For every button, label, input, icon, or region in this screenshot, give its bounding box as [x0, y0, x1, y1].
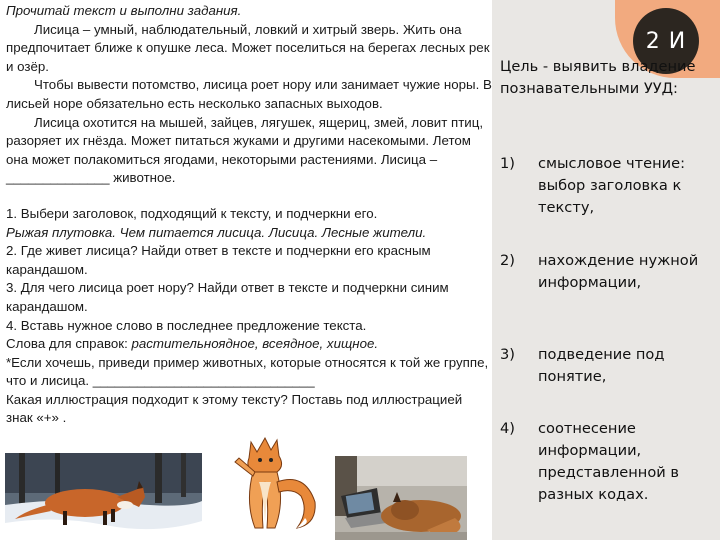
spacer — [6, 188, 492, 205]
goal-item-3-number: 3) — [500, 346, 515, 363]
task-4: 4. Вставь нужное слово в последнее предложение текста. — [6, 317, 367, 333]
illustration-task: Какая иллюстрация подходит к этому тексту? Поставь под иллюстрацией знак «+» . — [6, 391, 463, 426]
task-1-options: Рыжая плутовка. Чем питается лисица. Лисица. Лесные жители. — [6, 224, 427, 240]
goal-text — [500, 56, 715, 100]
badge-circle: 2 И — [633, 8, 699, 74]
cartoon-fox-drawing — [205, 432, 327, 540]
goal-item-3 — [500, 344, 715, 388]
task-2: 2. Где живет лисица? Найди ответ в тексте и подчеркни его красным карандашом. — [6, 243, 431, 277]
goal-item-2 — [500, 250, 715, 294]
heading: Прочитай текст и выполни задания. — [6, 3, 242, 18]
fox-and-laptop-photo — [335, 456, 467, 540]
paragraph-2: Чтобы вывести потомство, лисица роет нору или занимает чужие норы. В лисьей норе обязательно есть несколько запасных выходов. — [6, 77, 492, 111]
words-for-reference — [6, 335, 492, 354]
task-3: 3. Для чего лисица роет нору? Найди ответ в тексте и подчеркни синим карандашом. — [6, 280, 449, 314]
goal-item-1 — [500, 153, 715, 219]
goal-item-4 — [500, 418, 715, 506]
goal-label: Цель — [500, 58, 539, 75]
goal-item-4-number: 4) — [500, 420, 515, 437]
words-list: растительноядное, всеядное, хищное. — [131, 336, 379, 352]
goal-description: - выявить владение познавательными УУД: — [500, 58, 696, 97]
goal-item-1-number: 1) — [500, 155, 515, 172]
goal-item-2-text: нахождение нужной информации, — [538, 252, 699, 291]
paragraph-3: Лисица охотится на мышей, зайцев, лягушек, ящериц, змей, ловит птиц, разоряет их гнёзда. Может питаться жуками и другими насекомыми. Летом она может полакомиться ягодами, некоторыми растениями. Лисица – ______________ животное. — [6, 114, 484, 186]
paragraph-1: Лисица – умный, наблюдательный, ловкий и хитрый зверь. Жить она предпочитает ближе к опушке леса. Может поселиться на берегах лесных рек и озёр. — [6, 21, 490, 74]
goal-item-3-text: подведение под понятие, — [538, 346, 665, 385]
goal-item-4-text: соотнесение информации, представленной в разных кодах. — [538, 420, 679, 503]
task-1: 1. Выбери заголовок, подходящий к тексту, и подчеркни его. — [6, 205, 378, 221]
extra-task: *Если хочешь, приведи пример животных, которые относятся к той же группе, что и лисица. ______________________________ — [6, 354, 489, 389]
goal-item-2-number: 2) — [500, 252, 515, 269]
fox-in-snow-photo — [5, 453, 202, 540]
goal-item-1-text: смысловое чтение: выбор заголовка к тексту, — [538, 155, 686, 216]
task-text — [6, 2, 492, 428]
words-label: Слова для справок: — [6, 336, 132, 352]
